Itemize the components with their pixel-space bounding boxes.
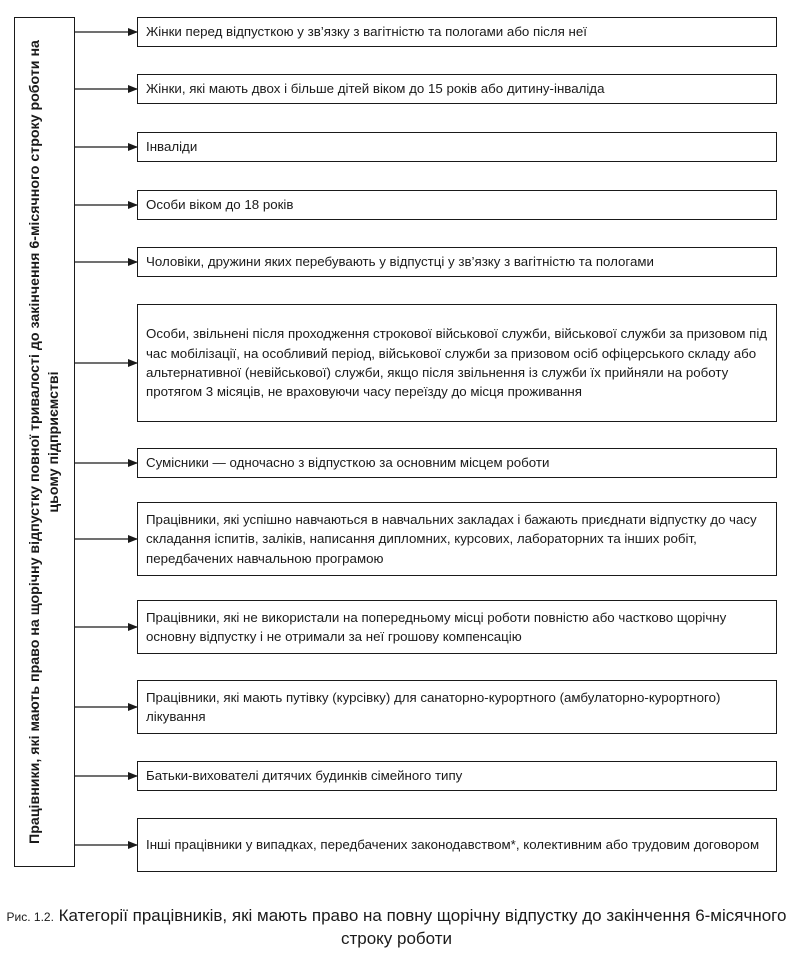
caption-title: Категорії працівників, які мають право на повну щорічну відпустку до закінчення 6-місячного строку роботи bbox=[58, 906, 787, 948]
category-text: Інваліди bbox=[146, 139, 198, 155]
category-box-unused-leave bbox=[137, 600, 777, 654]
category-text: Особи, звільнені після проходження строкової військової служби, військової служби за призовом під час мобілізації, на особливий період, військової служби за призовом осіб офіцерського складу або альтернативної (невійськової) служби, якщо після звільнення із служби їх прийняли на роботу протягом 3 місяців, не враховуючи часу переїзду до місця проживання bbox=[146, 326, 768, 400]
category-box-students bbox=[137, 502, 777, 576]
category-text: Працівники, які успішно навчаються в навчальних закладах і бажають приєднати відпустку до часу складання іспитів, заліків, написання дипломних, курсових, лабораторних та інших робіт, передбачених навчальною програмою bbox=[146, 511, 757, 566]
category-text: Працівники, які не використали на попередньому місці роботи повністю або частково щорічну основну відпустку і не отримали за неї грошову компенсацію bbox=[146, 609, 727, 644]
root-category-label: Працівники, які мають право на щорічну відпустку повної тривалості до закінчення 6-місячного строку роботи на цьому підприємстві bbox=[26, 40, 62, 844]
figure-caption bbox=[0, 905, 793, 949]
category-text: Батьки-вихователі дитячих будинків сімейного типу bbox=[146, 768, 463, 784]
category-box-foster-parents bbox=[137, 761, 777, 791]
caption-number: Рис. 1.2. bbox=[6, 910, 54, 924]
category-text: Жінки, які мають двох і більше дітей віком до 15 років або дитину-інваліда bbox=[146, 81, 605, 97]
category-box-mothers bbox=[137, 74, 777, 104]
category-text: Чоловіки, дружини яких перебувають у відпустці у зв’язку з вагітністю та пологами bbox=[146, 254, 654, 270]
category-text: Особи віком до 18 років bbox=[146, 197, 294, 213]
category-box-sanatorium bbox=[137, 680, 777, 734]
category-text: Інші працівники у випадках, передбачених законодавством*, колективним або трудовим договором bbox=[146, 837, 760, 853]
category-text: Сумісники — одночасно з відпусткою за основним місцем роботи bbox=[146, 455, 550, 471]
category-box-husbands bbox=[137, 247, 777, 277]
category-box-part-time bbox=[137, 448, 777, 478]
category-box-other bbox=[137, 818, 777, 872]
category-box-minors bbox=[137, 190, 777, 220]
category-box-disabled bbox=[137, 132, 777, 162]
category-box-military bbox=[137, 304, 777, 422]
category-text: Працівники, які мають путівку (курсівку) для санаторно-курортного (амбулаторно-курортного) лікування bbox=[146, 689, 721, 724]
category-box-pregnancy bbox=[137, 17, 777, 47]
category-text: Жінки перед відпусткою у зв’язку з вагітністю та пологами або після неї bbox=[146, 24, 587, 40]
